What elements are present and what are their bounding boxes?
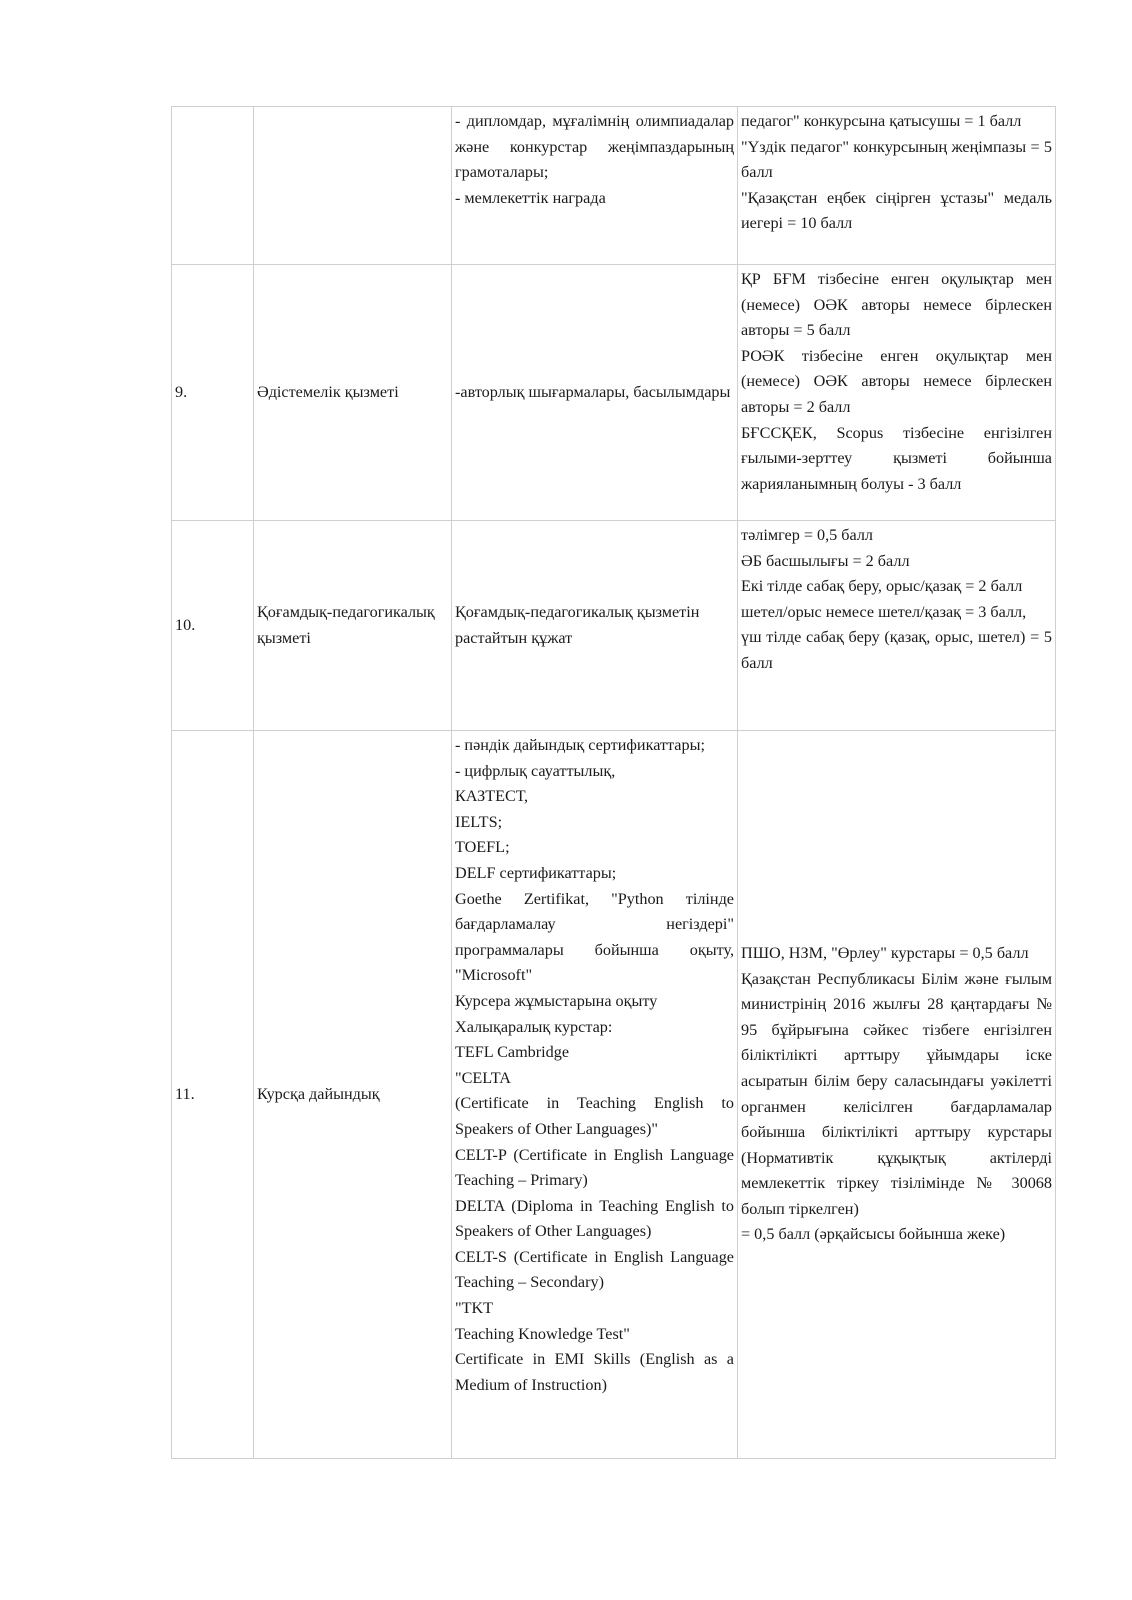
points-item: педагог" конкурсына қатысушы = 1 балл xyxy=(741,112,1022,130)
document-item: КАЗТЕСТ, xyxy=(455,787,529,806)
document-item: (Certificate in Teaching English to Speakers of Other Languages)" xyxy=(455,1094,734,1138)
points-cell xyxy=(738,521,1056,731)
document-item: - мемлекеттік наградa xyxy=(455,188,606,207)
points-item: = 0,5 балл (әрқайсысы бойынша жеке) xyxy=(741,1225,1006,1244)
points-item: тәлімгер = 0,5 балл xyxy=(741,526,874,544)
document-item: Goethe Zertifikat, "Python тілінде бағдарламалау негіздері" программалары бойынша оқыту, "Microsoft" xyxy=(455,889,734,985)
document-item: DELF сертификаттары; xyxy=(455,863,617,882)
table-row xyxy=(172,107,1056,265)
document-item: "TKT xyxy=(455,1299,494,1318)
points-item: "Үздік педагог" конкурсының жеңімпазы = 5 балл xyxy=(741,137,1052,182)
document-item: - дипломдар, мұғалімнің олимпиадалар және конкурстар жеңімпаздарының грамоталары; xyxy=(455,112,734,182)
table-row xyxy=(172,731,1056,1459)
document-item: -авторлық шығармалары, басылымдары xyxy=(455,382,731,401)
points-item: ӘБ басшылығы = 2 балл xyxy=(741,551,910,570)
points-item: БҒССҚЕК, Scopus тізбесіне енгізілген ғылыми-зерттеу қызметі бойынша жарияланымның болуы - 3 балл xyxy=(741,423,1052,493)
document-item: "CELTA xyxy=(455,1068,511,1087)
row-number: 11. xyxy=(172,731,254,1459)
row-number xyxy=(172,107,254,265)
document-item: CELT-P (Certificate in English Language Teaching – Primary) xyxy=(455,1145,734,1190)
points-item: Екі тілде сабақ беру, орыс/қазақ = 2 балл xyxy=(741,577,1023,596)
document-item: - пәндік дайындық сертификаттары; xyxy=(455,736,705,754)
points-item: РОӘК тізбесіне енген оқулықтар мен (немесе) ОӘК авторы немесе бірлескен авторы = 2 балл xyxy=(741,346,1052,416)
document-item: DELTA (Diploma in Teaching English to Speakers of Other Languages) xyxy=(455,1196,734,1241)
criterion-name: Әдістемелік қызметі xyxy=(254,265,452,521)
points-item: ҚР БҒМ тізбесіне енген оқулықтар мен (немесе) ОӘК авторы немесе бірлескен авторы = 5 балл xyxy=(741,270,1052,340)
points-item: үш тілде сабақ беру (қазақ, орыс, шетел) = 5 балл xyxy=(741,628,1052,672)
document-item: Курсера жұмыстарына оқыту xyxy=(455,991,658,1010)
points-item: Қазақстан Республикасы Білім және ғылым министрінің 2016 жылғы 28 қаңтардағы № 95 бұйрығына сәйкес тізбеге енгізілген біліктілікті арттыру ұйымдары іске асыратын білім беру саласындағы уәкілетті органмен келісілген бағдарламалар бойынша біліктілікті арттыру курстары (Нормативтік құқықтық актілерді мемлекеттік тіркеу тізілімінде № 30068 болып тіркелген) xyxy=(741,969,1052,1218)
documents-cell xyxy=(452,107,738,265)
document-item: TEFL Cambridge xyxy=(455,1043,570,1062)
criterion-name: Қоғамдық-педагогикалық қызметі xyxy=(254,521,452,731)
document-item: TOEFL; xyxy=(455,838,510,857)
points-cell xyxy=(738,107,1056,265)
documents-cell xyxy=(452,265,738,521)
points-item: шетел/орыс немесе шетел/қазақ = 3 балл, xyxy=(741,602,1027,621)
document-item: Халықаралық курстар: xyxy=(455,1017,613,1036)
documents-cell xyxy=(452,731,738,1459)
points-item: ПШО, НЗМ, "Өрлеу" курстары = 0,5 балл xyxy=(741,943,1029,962)
criterion-name: Курсқа дайындық xyxy=(254,731,452,1459)
row-number: 10. xyxy=(172,521,254,731)
document-item: - цифрлық сауаттылық, xyxy=(455,761,616,780)
points-item: "Қазақстан еңбек сіңірген ұстазы" медаль иегері = 10 балл xyxy=(741,188,1052,233)
document-item: CELT-S (Certificate in English Language Teaching – Secondary) xyxy=(455,1247,734,1292)
table-row xyxy=(172,265,1056,521)
criteria-table xyxy=(171,106,1056,1459)
document-item: Қоғамдық-педагогикалық қызметін растайтын құжат xyxy=(455,602,700,647)
document-item: Teaching Knowledge Test" xyxy=(455,1324,630,1343)
documents-cell xyxy=(452,521,738,731)
row-number: 9. xyxy=(172,265,254,521)
criterion-name xyxy=(254,107,452,265)
table-row xyxy=(172,521,1056,731)
document-item: IELTS; xyxy=(455,812,503,831)
document-item: Certificate in EMI Skills (English as a Medium of Instruction) xyxy=(455,1350,734,1394)
points-cell xyxy=(738,731,1056,1459)
points-cell xyxy=(738,265,1056,521)
